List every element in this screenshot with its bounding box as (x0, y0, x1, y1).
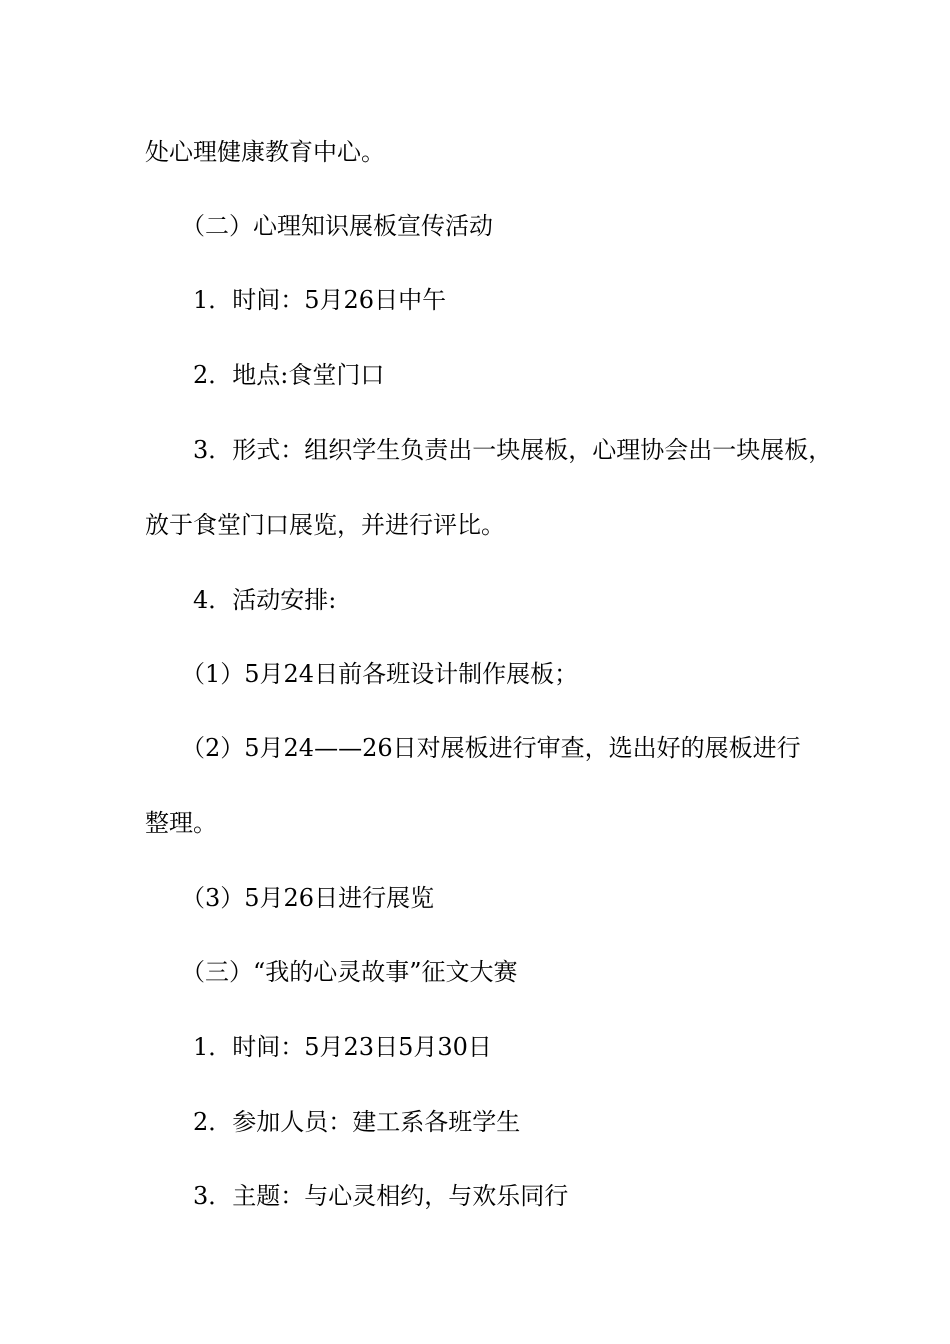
list-item: 4．活动安排: (193, 586, 337, 614)
list-item: （1）5月24日前各班设计制作展板； (181, 660, 579, 688)
paragraph-line: 放于食堂门口展览，并进行评比。 (145, 511, 505, 539)
list-item: 2．参加人员：建工系各班学生 (193, 1108, 521, 1136)
paragraph-line: 处心理健康教育中心。 (145, 138, 385, 166)
section-heading: （二）心理知识展板宣传活动 (181, 212, 493, 240)
list-item: （3）5月26日进行展览 (181, 884, 435, 912)
list-item: 1．时间：5月26日中午 (193, 286, 447, 314)
paragraph-line: 整理。 (145, 809, 217, 837)
list-item: 3．主题：与心灵相约，与欢乐同行 (193, 1182, 569, 1210)
list-item: （2）5月24——26日对展板进行审查，选出好的展板进行 (181, 734, 801, 762)
list-item: 3．形式：组织学生负责出一块展板，心理协会出一块展板， (193, 436, 833, 464)
section-heading: （三）“我的心灵故事”征文大赛 (181, 958, 518, 986)
list-item: 2．地点:食堂门口 (193, 361, 385, 389)
list-item: 1．时间：5月23日5月30日 (193, 1033, 492, 1061)
